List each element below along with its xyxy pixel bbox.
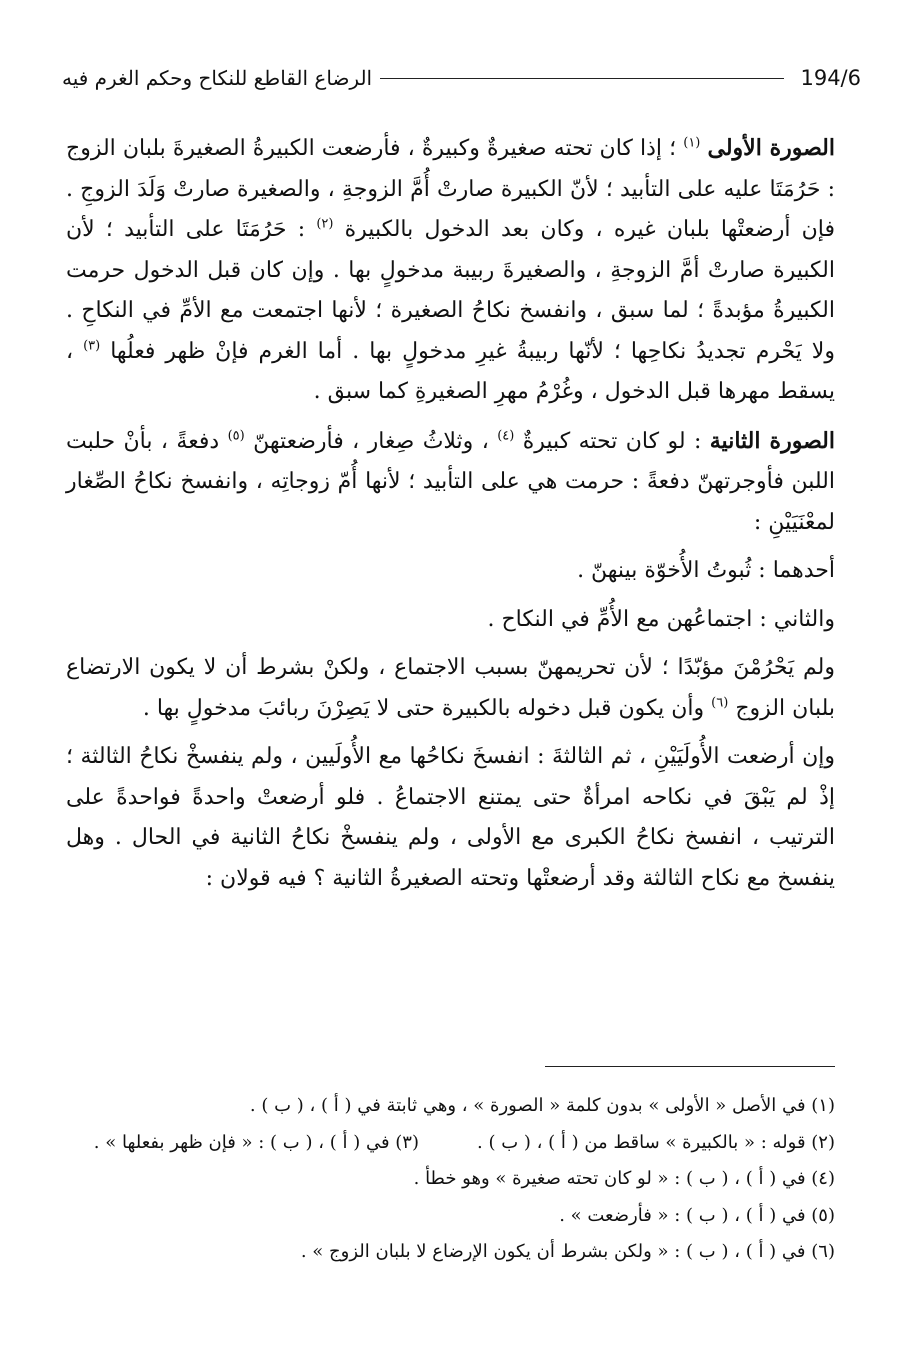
paragraph-text: ، يسقط مهرها قبل الدخول ، وغُرْمُ مهرِ الصغيرةِ كما سبق . [66,338,835,404]
case-heading: الصورة الثانية [709,427,835,454]
footnote-ref: (٦) [711,695,729,711]
footnote-separator [545,1066,835,1067]
paragraph-text: ولم يَحْرُمْنَ مؤبّدًا ؛ لأن تحريمهنّ بسبب الاجتماع ، ولكنْ بشرط أن لا يكون الارتضاع بلبان الزوج [66,655,835,721]
paragraph-text: ؛ إذا كان تحته صغيرةٌ وكبيرةٌ ، فأرضعت الكبيرةُ الصغيرةَ بلبان الزوج : حَرُمَتَا عليه على التأبيد ؛ لأنّ الكبيرة صارتْ أُمَّ الزوجةِ ، والصغيرة صارتْ وَلَدَ الزوجِ . فإن أرضعتْها بلبان غيره ، وكان بعد الدخول بالكبيرة [66,136,835,242]
paragraph-text: ، وثلاثُ صِغار ، فأرضعتهنّ [253,428,489,454]
paragraph-text: : لو كان تحته كبيرةٌ [522,428,702,454]
footnote-2: (٢) قوله : « بالكبيرة » ساقط من ( أ ) ، ( ب ) . [477,1131,835,1153]
footnote-gap [419,1125,477,1162]
footnote-1: (١) في الأصل « الأولى » بدون كلمة « الصورة » ، وهي ثابتة في ( أ ) ، ( ب ) . [249,1095,835,1116]
paragraph-first-case [66,128,835,413]
footnote-ref: (٤) [497,428,515,444]
list-item: أحدهما : ثُبوتُ الأُخوّة بينهنّ . [577,558,835,583]
paragraph-text: : حَرُمَتَا على التأبيد ؛ لأن الكبيرة صارتْ أمَّ الزوجةِ ، والصغيرةَ ربيبة مدخولٍ بها . وإن كان قبل الدخول حرمت الكبيرةُ مؤبدةً ؛ لما سبق ، وانفسخ نكاحُ الصغيرة ؛ لأنها اجتمعت مع الأمِّ في النكاحِ . ولا يَحْرم تجديدُ نكاحِها ؛ لأنّها ربيبةُ غيرِ مدخولٍ بها . أما الغرم فإنْ ظهر فعلُها [66,217,835,364]
page-header [62,58,861,98]
main-text [66,128,835,907]
running-title: الرضاع القاطع للنكاح وحكم الغرم فيه [62,66,373,90]
footnote-row-2-3 [80,1125,835,1162]
list-item: والثاني : اجتماعُهن مع الأُمِّ في النكاح . [487,606,835,632]
paragraph-text: وأن يكون قبل دخوله بالكبيرة حتى لا يَصِرْنَ ربائبَ مدخولٍ بها . [142,695,705,721]
footnote-6: (٦) في ( أ ) ، ( ب ) : « ولكن بشرط أن يكون الإرضاع لا بلبان الزوج » . [300,1241,835,1262]
footnote-ref: (٢) [316,216,334,232]
paragraph-second-case [66,421,835,544]
footnote-ref: (٣) [83,338,101,354]
footnote-ref: (١) [683,135,701,151]
footnote-5: (٥) في ( أ ) ، ( ب ) : « فأرضعت » . [559,1204,835,1226]
case-heading: الصورة الأولى [707,135,835,161]
page-number: 194/6 [800,66,861,90]
footnote-3: (٣) في ( أ ) ، ( ب ) : « فإن ظهر بفعلها » . [93,1131,419,1153]
footnote-4: (٤) في ( أ ) ، ( ب ) : « لو كان تحته صغيرة » وهو خطأ . [413,1168,835,1189]
footnotes [80,1088,835,1271]
paragraph-third [66,648,835,729]
header-rule [380,78,784,79]
paragraph-text: دفعةً ، بأنْ حلبت اللبن فأوجرتهنّ دفعةً : حرمت هي على التأبيد ؛ لأنها أُمّ زوجاتِه ، وانفسخ نكاحُ الصِّغار لمعْنَيَيْنِ : [66,428,835,535]
footnote-ref: (٥) [227,428,245,444]
paragraph-fourth: وإن أرضعت الأُولَيَيْنِ ، ثم الثالثةَ : انفسخَ نكاحُها مع الأُولَيين ، ولم ينفسخْ نكاحُ الثالثة ؛ إذْ لم يَبْقَ في نكاحه امرأةٌ حتى يمتنع الاجتماعُ . فلو أرضعتْ واحدةً فواحدةً على الترتيب ، انفسخ نكاحُ الكبرى مع الأولى ، ولم ينفسخْ نكاحُ الثانية في الحال . وهل ينفسخ مع نكاح الثالثة وقد أرضعتْها وتحته الصغيرةُ الثانية ؟ فيه قولان : [66,744,835,891]
